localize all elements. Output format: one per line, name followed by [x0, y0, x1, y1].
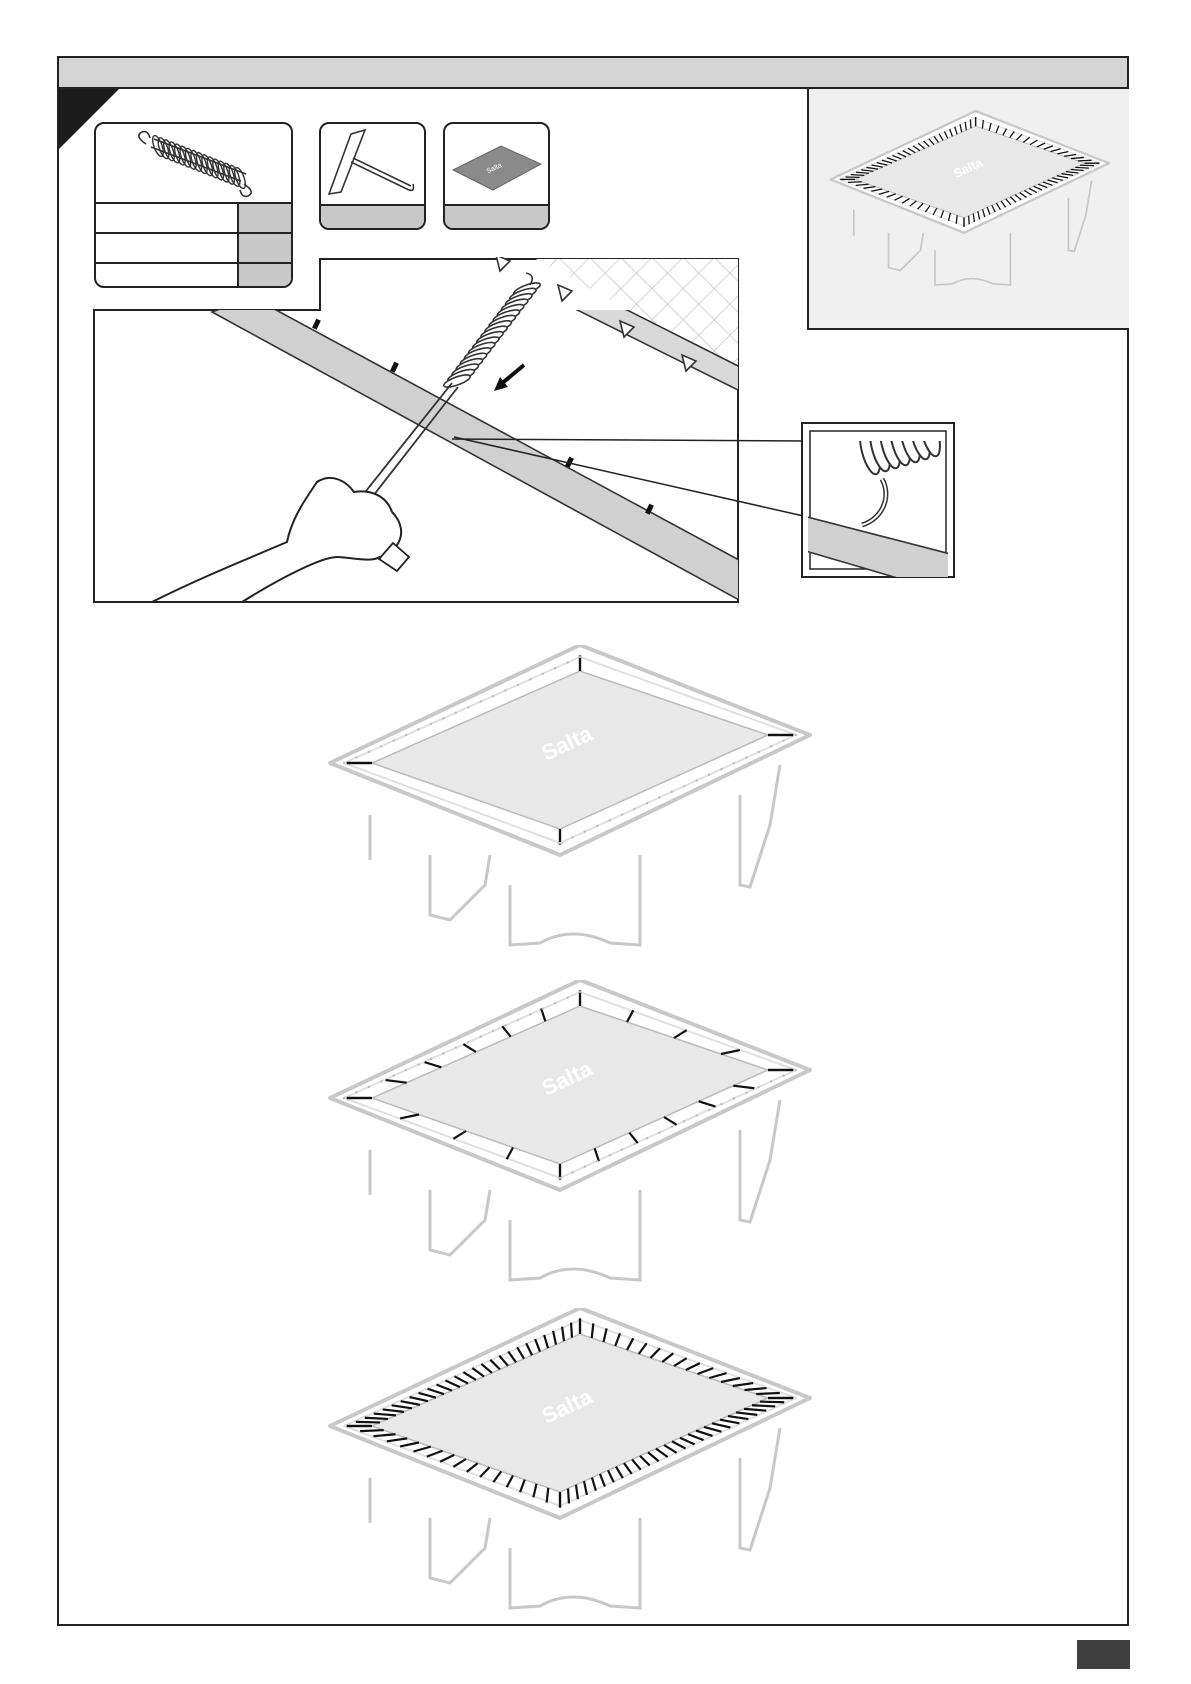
detail-illustration [92, 257, 958, 607]
header-bar [57, 56, 1129, 89]
parts-table-qty [239, 204, 291, 232]
spring-tool-icon [321, 124, 424, 204]
mat-qty [445, 204, 548, 230]
trampoline-step-3 [310, 1308, 830, 1628]
trampoline-step-2 [310, 980, 830, 1300]
spring-icon [96, 124, 291, 202]
mat-box [443, 122, 550, 230]
tool-qty [321, 204, 424, 230]
mat-logo: Salta [537, 720, 596, 766]
mat-logo-small: Salta [485, 162, 504, 176]
tool-box [319, 122, 426, 230]
trampoline-step-1 [310, 645, 830, 965]
mat-logo: Salta [950, 154, 985, 182]
mat-logo: Salta [537, 1055, 596, 1101]
page-number [1077, 1640, 1130, 1669]
parts-table-row [96, 202, 291, 232]
jumping-mat-icon [445, 124, 548, 204]
parts-table-label [96, 204, 239, 232]
mat-logo: Salta [537, 1383, 596, 1429]
